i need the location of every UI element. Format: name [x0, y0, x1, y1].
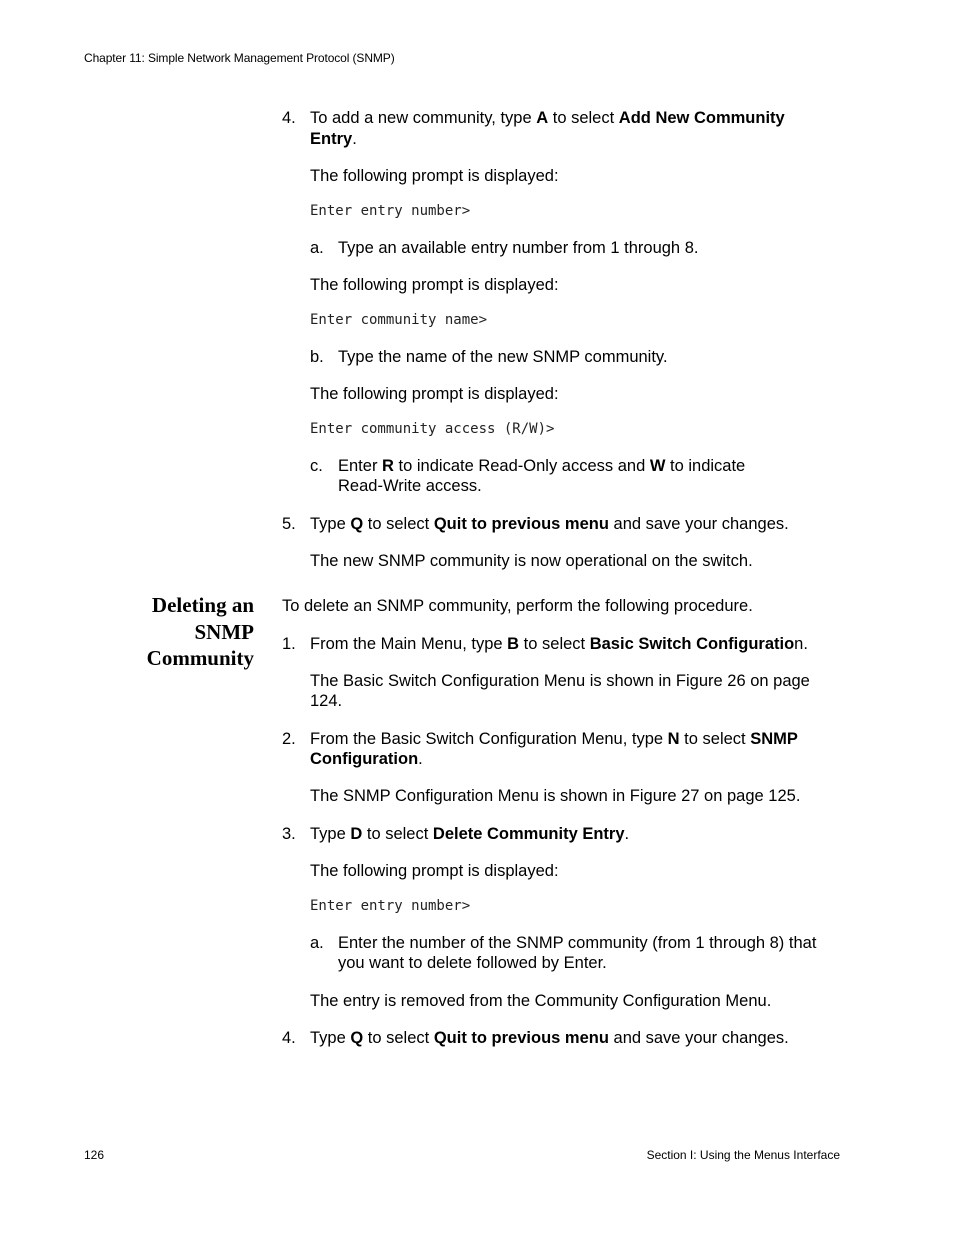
step-2-text-cont: [310, 749, 423, 769]
text-run: to indicate: [665, 457, 746, 475]
key-letter: R: [382, 457, 394, 475]
step-2-text: [310, 729, 798, 749]
substep-letter: a.: [310, 239, 324, 257]
text-run: and save your changes.: [608, 515, 789, 533]
step-5-text: [310, 514, 789, 534]
substep-c-text-cont: Read-Write access.: [338, 477, 482, 495]
step-3-text: [310, 824, 629, 844]
text-run: to indicate Read-Only access and: [393, 457, 650, 475]
substep-c-text: [338, 456, 745, 476]
code-prompt: Enter entry number>: [310, 898, 471, 914]
step-4-add-text: [310, 108, 785, 128]
menu-option: Basic Switch Configuratio: [589, 635, 795, 653]
prompt-text: The following prompt is displayed:: [310, 862, 559, 880]
menu-option: Configuration: [310, 750, 419, 768]
step-number: 1.: [282, 635, 296, 653]
heading-line: SNMP: [194, 619, 254, 644]
code-prompt: Enter community name>: [310, 312, 488, 328]
text-run: Enter: [338, 457, 383, 475]
page-number: 126: [84, 1148, 105, 1162]
text-run: Type: [310, 1029, 351, 1047]
key-letter: W: [649, 457, 666, 475]
prompt-text: The following prompt is displayed:: [310, 276, 559, 294]
menu-option: Quit to previous menu: [433, 1029, 609, 1047]
prompt-text: The following prompt is displayed:: [310, 167, 559, 185]
step-number: 5.: [282, 515, 296, 533]
chapter-header: Chapter 11: Simple Network Management Protocol (SNMP): [84, 51, 395, 65]
step-4-add-text-cont: [310, 129, 357, 149]
text-run: From the Main Menu, type: [310, 635, 508, 653]
key-letter: D: [350, 825, 363, 843]
key-letter: Q: [350, 515, 364, 533]
text-run: to select: [679, 730, 751, 748]
substep-letter: b.: [310, 348, 324, 366]
menu-option: Add New Community: [618, 109, 785, 127]
key-letter: A: [536, 109, 549, 127]
substep-letter: c.: [310, 457, 323, 475]
prompt-text: The following prompt is displayed:: [310, 385, 559, 403]
heading-line: Community: [146, 646, 254, 670]
heading-line: Deleting an: [151, 593, 254, 617]
step-4-delete-text: [310, 1028, 789, 1048]
step-number: 4.: [282, 1029, 296, 1047]
text-run: Type: [310, 825, 351, 843]
section-footer: Section I: Using the Menus Interface: [646, 1148, 840, 1162]
section-heading: [147, 592, 254, 672]
text-run: to select: [363, 1029, 434, 1047]
text-run: Type: [310, 515, 351, 533]
text-run: To add a new community, type: [310, 109, 537, 127]
text-run: to select: [363, 515, 434, 533]
text-run: From the Basic Switch Configuration Menu, type: [310, 730, 668, 748]
menu-option: SNMP: [750, 730, 798, 748]
text-run: to select: [519, 635, 590, 653]
text-run: n.: [794, 635, 808, 653]
operational-note: The new SNMP community is now operational on the switch.: [310, 552, 753, 570]
menu-option: Quit to previous menu: [433, 515, 609, 533]
step-2-note: The SNMP Configuration Menu is shown in Figure 27 on page 125.: [310, 787, 801, 805]
code-prompt: Enter community access (R/W)>: [310, 421, 555, 437]
substep-a-text: Type an available entry number from 1 through 8.: [338, 239, 699, 257]
text-run: .: [624, 825, 630, 843]
section-intro: To delete an SNMP community, perform the following procedure.: [282, 597, 753, 615]
text-run: .: [418, 750, 423, 768]
menu-option: Entry: [310, 130, 353, 148]
text-run: to select: [362, 825, 433, 843]
text-run: and save your changes.: [608, 1029, 789, 1047]
removed-note: The entry is removed from the Community Configuration Menu.: [310, 992, 772, 1010]
text-run: to select: [548, 109, 619, 127]
text-run: .: [352, 130, 357, 148]
step-number: 3.: [282, 825, 296, 843]
step-number: 4.: [282, 109, 296, 127]
substep-letter: a.: [310, 934, 324, 952]
key-letter: N: [667, 730, 680, 748]
key-letter: Q: [350, 1029, 364, 1047]
menu-option: Delete Community Entry: [432, 825, 625, 843]
substep-a-text-cont: you want to delete followed by Enter.: [338, 954, 607, 972]
step-1-note: The Basic Switch Configuration Menu is shown in Figure 26 on page: [310, 672, 810, 690]
step-1-text: [310, 634, 808, 654]
code-prompt: Enter entry number>: [310, 203, 471, 219]
substep-a-text: Enter the number of the SNMP community (from 1 through 8) that: [338, 934, 817, 952]
substep-b-text: Type the name of the new SNMP community.: [338, 348, 668, 366]
key-letter: B: [507, 635, 520, 653]
step-1-note-cont: 124.: [310, 692, 343, 710]
step-number: 2.: [282, 730, 296, 748]
